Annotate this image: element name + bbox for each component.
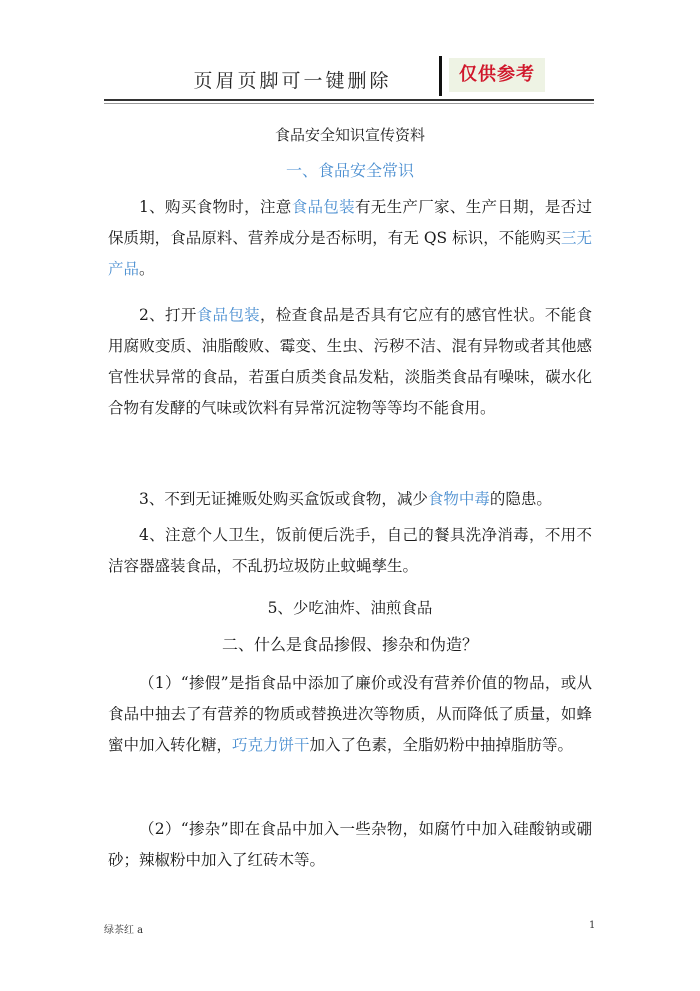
header-text: 页眉页脚可一键删除 [193,70,392,92]
header-rule [104,99,594,101]
paragraph-2: 2、打开食品包装，检查食品是否具有它应有的感官性状。不能食用腐败变质、油脂酸败、霉变、生虫、污秽不洁、混有异物或者其他感官性状异常的食品，若蛋白质类食品发粘，淡脂类食品有噪味，碳水化合物有发酵的气味或饮料有异常沉淀物等等均不能食用。 [108,306,592,417]
header-rule-thin [104,103,594,104]
header-vertical-divider [439,56,442,96]
keyword-link[interactable]: 食品包装 [196,306,260,324]
reference-only-stamp: 仅供参考 [449,58,545,92]
paragraph-7: （2）“掺杂”即在食品中加入一些杂物，如腐竹中加入硅酸钠或硼砂；辣椒粉中加入了红砖木等。 [108,820,592,869]
keyword-link[interactable]: 食物中毒 [427,490,490,508]
keyword-link[interactable]: 巧克力饼干 [232,736,310,754]
keyword-link[interactable]: 三无产品 [108,229,592,278]
paragraph-4: 4、注意个人卫生，饭前便后洗手，自己的餐具洗净消毒，不用不洁容器盛装食品，不乱扔垃圾防止蚊蝇孳生。 [108,526,592,575]
page-number: 1 [589,920,596,931]
paragraph-1: 1、购买食物时，注意食品包装有无生产厂家、生产日期，是否过保质期，食品原料、营养成分是否标明，有无 QS 标识，不能购买三无产品。 [108,198,592,278]
footer-text: 绿茶红 a [104,925,144,936]
section-1-heading: 一、食品安全常识 [285,161,414,180]
document-title: 食品安全知识宣传资料 [274,126,425,144]
paragraph-5: 5、少吃油炸、油煎食品 [267,599,433,617]
paragraph-3: 3、不到无证摊贩处购买盒饭或食物，减少食物中毒的隐患。 [139,490,552,508]
paragraph-6: （1）“掺假”是指食品中添加了廉价或没有营养价值的物品，或从食品中抽去了有营养的物质或替换进次等物质，从而降低了质量，如蜂蜜中加入转化糖，巧克力饼干加入了色素，全脂奶粉中抽掉脂肪等。 [108,674,592,754]
keyword-link[interactable]: 食品包装 [291,198,355,216]
section-2-heading: 二、什么是食品掺假、掺杂和伪造？ [221,635,478,654]
